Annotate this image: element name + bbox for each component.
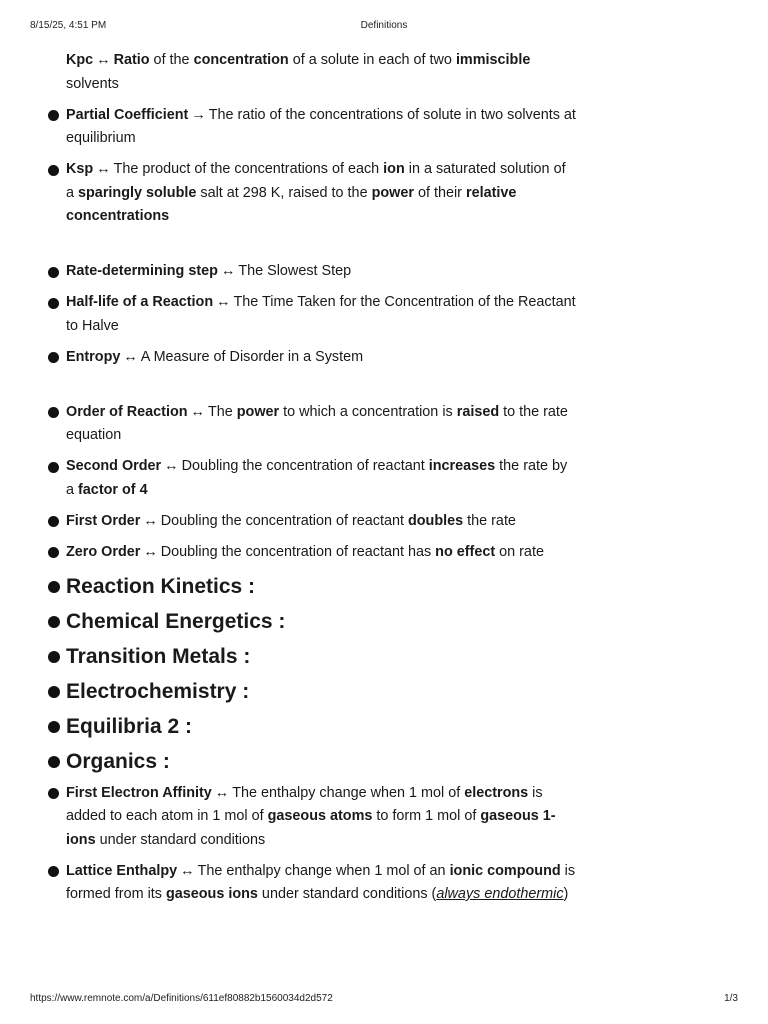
bidirectional-arrow-icon: ↔: [190, 403, 205, 420]
definition-text: in a saturated solution of a: [66, 161, 566, 201]
definition-text: Doubling the concentration of reactant: [160, 512, 408, 529]
print-footer: [30, 993, 738, 1007]
definition-text: The enthalpy change when 1 mol of: [232, 784, 465, 801]
bidirectional-arrow-icon: ↔: [143, 512, 158, 529]
term-label: First Electron Affinity: [66, 784, 212, 801]
emphasis-text: ion: [383, 161, 405, 177]
emphasis-text: no effect: [435, 543, 496, 560]
emphasis-text: gaseous ions: [165, 886, 258, 902]
definition-rate-determining-step: [46, 260, 576, 284]
print-page-number: 1/3: [724, 993, 738, 1004]
definition-text: solvents: [66, 75, 119, 92]
emphasis-text: Ratio: [113, 52, 150, 68]
bullet-icon[interactable]: [48, 165, 59, 176]
bullet-icon[interactable]: [48, 686, 60, 698]
term-label: Zero Order: [66, 543, 141, 560]
definition-text: to which a concentration is: [279, 403, 457, 420]
emphasis-text: immiscible: [455, 52, 531, 68]
emphasis-text: doubles: [407, 512, 464, 529]
emphasis-text: increases: [428, 458, 496, 474]
heading-label: Transition Metals :: [66, 644, 251, 668]
emphasis-text: concentration: [193, 52, 289, 68]
definition-first-order: [46, 510, 576, 534]
definition-text: the rate: [463, 512, 516, 529]
section-heading-electrochemistry[interactable]: [46, 677, 576, 707]
definition-text: under standard conditions: [95, 831, 266, 848]
term-label: Second Order: [66, 458, 162, 474]
definition-text: salt at 298 K, raised to the: [196, 184, 372, 201]
definition-lattice-enthalpy: [46, 860, 576, 907]
bullet-icon[interactable]: [48, 788, 59, 799]
bidirectional-arrow-icon: ↔: [220, 263, 236, 279]
definition-text: is added to each atom in 1 mol of: [66, 784, 543, 824]
bullet-icon[interactable]: [48, 516, 59, 527]
definition-text: to form 1 mol of: [372, 808, 481, 824]
bidirectional-arrow-icon: ↔: [123, 348, 138, 365]
bullet-icon[interactable]: [48, 462, 59, 473]
definition-text: the rate by a: [66, 458, 568, 498]
term-label: Partial Coefficient: [66, 106, 189, 123]
emphasis-text: gaseous atoms: [267, 808, 373, 824]
print-page-title: Definitions: [360, 20, 408, 31]
definition-text: The ratio of the concentrations of solute in two solvents at equilibrium: [66, 106, 576, 146]
bullet-icon[interactable]: [48, 267, 59, 278]
heading-label: Equilibria 2 :: [66, 714, 193, 738]
definition-text: on rate: [495, 543, 544, 560]
section-heading-reaction-kinetics[interactable]: [46, 572, 576, 602]
bullet-icon[interactable]: [48, 756, 60, 768]
definition-second-order: [46, 455, 576, 502]
bullet-icon[interactable]: [48, 581, 60, 593]
spacer: [46, 236, 576, 260]
term-label: Entropy: [66, 348, 121, 365]
bullet-icon[interactable]: [48, 721, 60, 733]
emphasis-underline-text: always endothermic: [436, 886, 564, 902]
term-label: Ksp: [66, 161, 94, 177]
definition-zero-order: [46, 541, 576, 565]
definition-text: to the rate equation: [66, 403, 568, 443]
definition-kpc: [46, 49, 576, 96]
definition-text: of the: [149, 52, 194, 68]
right-arrow-icon: →: [191, 106, 206, 123]
heading-label: Reaction Kinetics :: [66, 574, 256, 598]
definition-text: of a solute in each of two: [288, 52, 456, 68]
bidirectional-arrow-icon: ↔: [216, 294, 231, 310]
definition-order-of-reaction: [46, 401, 576, 448]
bidirectional-arrow-icon: ↔: [96, 52, 111, 68]
print-header: [30, 20, 738, 34]
definition-text: of their: [413, 184, 466, 201]
definition-half-life: [46, 291, 576, 338]
bullet-icon[interactable]: [48, 651, 60, 663]
definition-ksp: [46, 158, 576, 229]
section-heading-equilibria-2[interactable]: [46, 712, 576, 742]
definition-text: The product of the concentrations of each: [113, 161, 384, 177]
definition-text: A Measure of Disorder in a System: [140, 348, 364, 365]
document-content: [46, 49, 576, 914]
section-heading-organics[interactable]: [46, 747, 576, 777]
bidirectional-arrow-icon: ↔: [143, 543, 158, 560]
section-heading-transition-metals[interactable]: [46, 642, 576, 672]
bidirectional-arrow-icon: ↔: [96, 161, 111, 177]
emphasis-text: power: [371, 184, 414, 201]
definition-text: The: [207, 403, 237, 420]
heading-label: Organics :: [66, 749, 170, 773]
emphasis-text: factor of 4: [78, 481, 148, 498]
definition-text: is formed from its: [66, 862, 576, 902]
bullet-icon[interactable]: [48, 298, 59, 309]
bidirectional-arrow-icon: ↔: [164, 458, 179, 474]
definition-text: The Slowest Step: [238, 263, 352, 279]
term-label: Kpc: [66, 52, 94, 68]
emphasis-text: sparingly soluble: [78, 184, 197, 201]
emphasis-text: gaseous 1- ions: [66, 808, 556, 848]
print-datetime: 8/15/25, 4:51 PM: [30, 20, 107, 31]
bullet-icon[interactable]: [48, 866, 59, 877]
emphasis-text: power: [236, 403, 280, 420]
definition-text: ): [563, 886, 569, 902]
bullet-icon[interactable]: [48, 110, 59, 121]
spacer: [46, 377, 576, 401]
definition-partial-coefficient: [46, 104, 576, 151]
definition-entropy: [46, 346, 576, 370]
definition-text: Doubling the concentration of reactant has: [160, 543, 436, 560]
section-heading-chemical-energetics[interactable]: [46, 607, 576, 637]
bullet-icon[interactable]: [48, 547, 59, 558]
term-label: Lattice Enthalpy: [66, 862, 178, 879]
term-label: Order of Reaction: [66, 403, 188, 420]
term-label: Half-life of a Reaction: [66, 294, 214, 310]
emphasis-text: electrons: [464, 784, 529, 801]
definition-text: The Time Taken for the Concentration of the Reactant to Halve: [66, 294, 576, 334]
emphasis-text: relative concentrations: [66, 184, 517, 224]
term-label: Rate-determining step: [66, 263, 218, 279]
bullet-icon[interactable]: [48, 407, 59, 418]
bullet-icon[interactable]: [48, 616, 60, 628]
heading-label: Chemical Energetics :: [66, 609, 286, 633]
bidirectional-arrow-icon: ↔: [214, 784, 230, 801]
print-url: https://www.remnote.com/a/Definitions/611ef80882b1560034d2d572: [30, 993, 333, 1004]
definition-text: Doubling the concentration of reactant: [181, 458, 429, 474]
definition-text: The enthalpy change when 1 mol of an: [197, 862, 450, 879]
emphasis-text: raised: [456, 403, 500, 420]
definition-first-electron-affinity: [46, 782, 576, 853]
term-label: First Order: [66, 512, 141, 529]
emphasis-text: ionic compound: [449, 862, 561, 879]
bullet-icon[interactable]: [48, 352, 59, 363]
definition-text: under standard conditions (: [257, 886, 437, 902]
heading-label: Electrochemistry :: [66, 679, 250, 703]
bidirectional-arrow-icon: ↔: [180, 862, 195, 879]
